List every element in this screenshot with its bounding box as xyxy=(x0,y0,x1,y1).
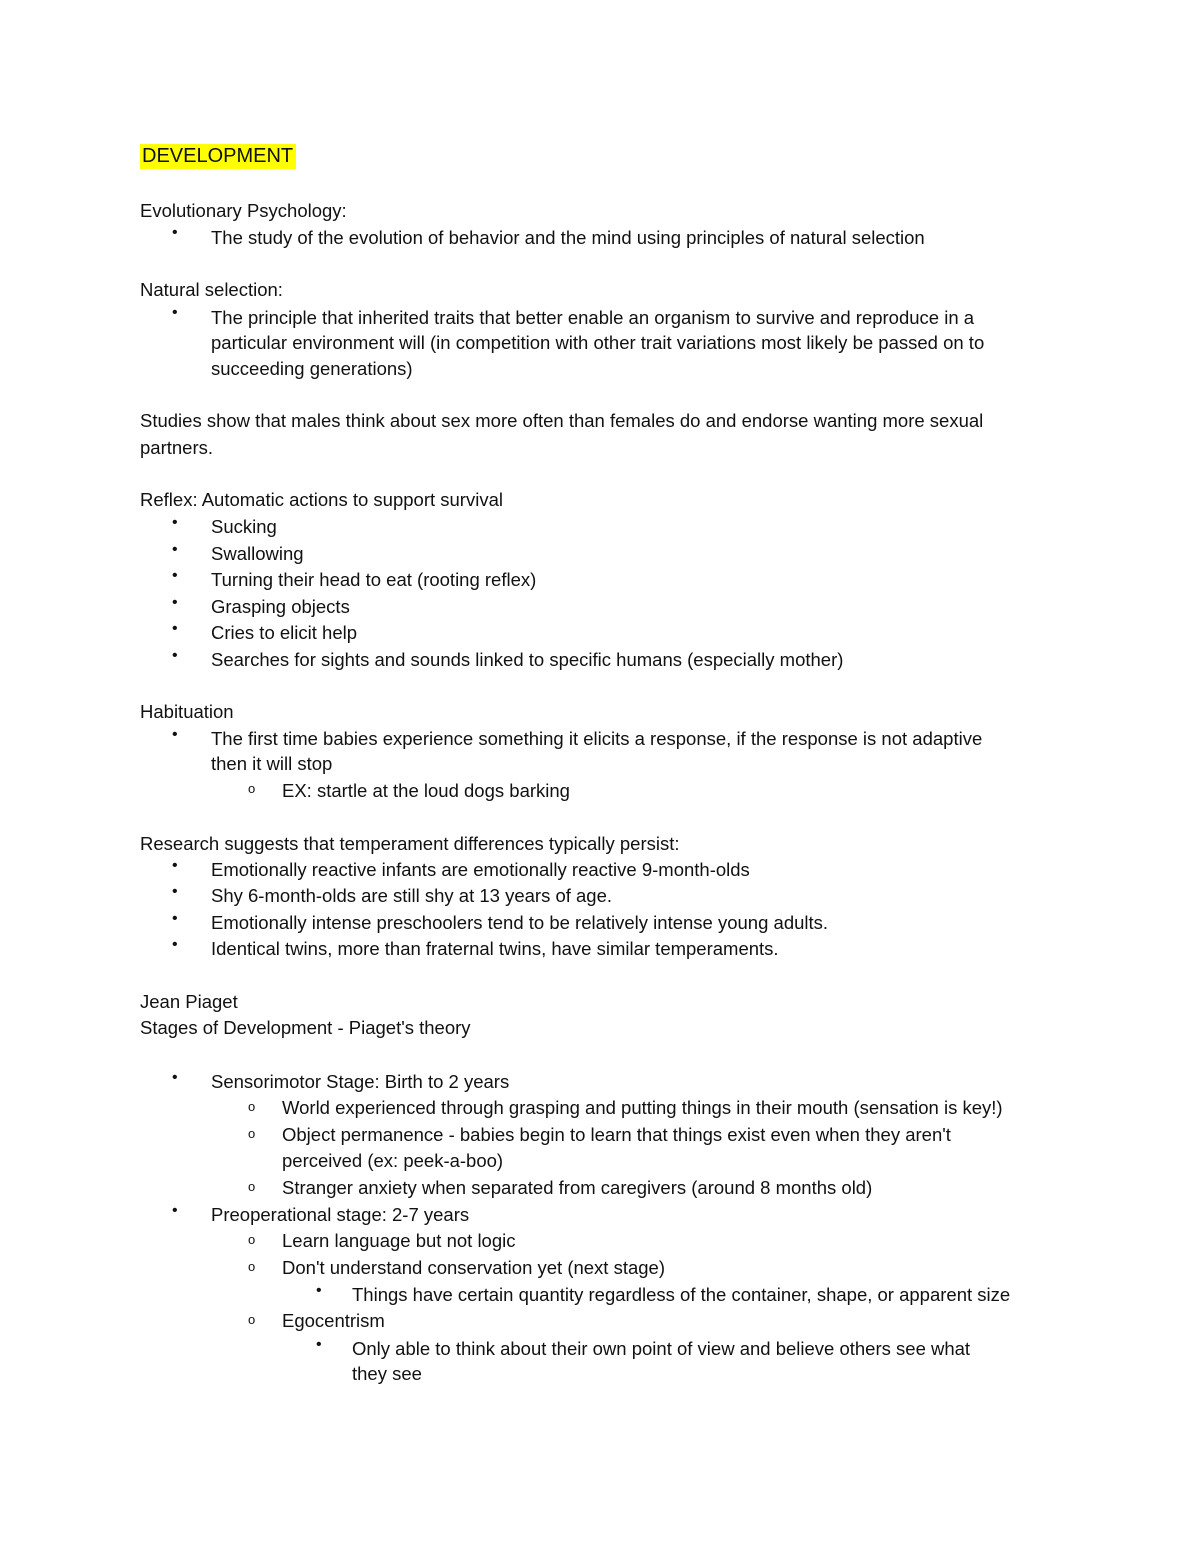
list-item: Preoperational stage: 2-7 years xyxy=(211,1204,470,1225)
habituation-heading: Habituation xyxy=(140,701,234,722)
bullet-icon: • xyxy=(172,514,178,531)
sub-list-item: Object permanence - babies begin to learn that things exist even when they aren't xyxy=(282,1124,951,1145)
circle-bullet-icon: o xyxy=(248,1126,256,1141)
bullet-icon: • xyxy=(172,726,178,743)
list-item: Sensorimotor Stage: Birth to 2 years xyxy=(211,1071,510,1092)
list-item: The principle that inherited traits that better enable an organism to survive and reproduce in a xyxy=(211,307,975,328)
list-item: Emotionally intense preschoolers tend to be relatively intense young adults. xyxy=(211,912,829,933)
list-item-continuation: particular environment will (in competition with other trait variations most likely be passed on to xyxy=(211,332,985,353)
sub-list-item: Learn language but not logic xyxy=(282,1230,516,1251)
sub-list-item-continuation: perceived (ex: peek-a-boo) xyxy=(282,1150,504,1171)
temperament-heading: Research suggests that temperament differences typically persist: xyxy=(140,833,680,854)
list-item: The study of the evolution of behavior and the mind using principles of natural selection xyxy=(211,227,925,248)
bullet-icon: • xyxy=(316,1336,322,1353)
list-item: Turning their head to eat (rooting reflex) xyxy=(211,569,537,590)
piaget-heading: Jean Piaget xyxy=(140,991,238,1012)
sub-sub-list-item: Only able to think about their own point of view and believe others see what xyxy=(352,1338,971,1359)
list-item: Searches for sights and sounds linked to specific humans (especially mother) xyxy=(211,649,844,670)
list-item: Identical twins, more than fraternal twins, have similar temperaments. xyxy=(211,938,779,959)
paragraph-line: Studies show that males think about sex more often than females do and endorse wanting more sexual xyxy=(140,410,984,431)
sub-sub-list-item-continuation: they see xyxy=(352,1363,422,1384)
bullet-icon: • xyxy=(172,857,178,874)
evo-psych-heading: Evolutionary Psychology: xyxy=(140,200,347,221)
circle-bullet-icon: o xyxy=(248,1179,256,1194)
bullet-icon: • xyxy=(172,1202,178,1219)
sub-list-item: Egocentrism xyxy=(282,1310,385,1331)
title-highlight: DEVELOPMENT xyxy=(140,144,296,169)
bullet-icon: • xyxy=(172,620,178,637)
list-item: Cries to elicit help xyxy=(211,622,358,643)
stages-heading: Stages of Development - Piaget's theory xyxy=(140,1017,471,1038)
bullet-icon: • xyxy=(172,224,178,241)
reflex-heading: Reflex: Automatic actions to support survival xyxy=(140,489,503,510)
circle-bullet-icon: o xyxy=(248,781,256,796)
circle-bullet-icon: o xyxy=(248,1099,256,1114)
list-item: Shy 6-month-olds are still shy at 13 years of age. xyxy=(211,885,613,906)
document-title xyxy=(140,144,296,168)
sub-sub-list-item: Things have certain quantity regardless of the container, shape, or apparent size xyxy=(352,1284,1011,1305)
bullet-icon: • xyxy=(172,594,178,611)
sub-list-item: Don't understand conservation yet (next stage) xyxy=(282,1257,665,1278)
list-item: Swallowing xyxy=(211,543,304,564)
bullet-icon: • xyxy=(316,1282,322,1299)
natural-selection-heading: Natural selection: xyxy=(140,279,283,300)
bullet-icon: • xyxy=(172,567,178,584)
bullet-icon: • xyxy=(172,883,178,900)
list-item-continuation: succeeding generations) xyxy=(211,358,413,379)
bullet-icon: • xyxy=(172,1069,178,1086)
list-item: Grasping objects xyxy=(211,596,350,617)
circle-bullet-icon: o xyxy=(248,1312,256,1327)
bullet-icon: • xyxy=(172,936,178,953)
paragraph-line: partners. xyxy=(140,437,214,458)
bullet-icon: • xyxy=(172,910,178,927)
sub-list-item: World experienced through grasping and putting things in their mouth (sensation is key!) xyxy=(282,1097,1003,1118)
bullet-icon: • xyxy=(172,541,178,558)
list-item: Emotionally reactive infants are emotionally reactive 9-month-olds xyxy=(211,859,750,880)
sub-list-item: EX: startle at the loud dogs barking xyxy=(282,780,570,801)
circle-bullet-icon: o xyxy=(248,1232,256,1247)
bullet-icon: • xyxy=(172,647,178,664)
circle-bullet-icon: o xyxy=(248,1259,256,1274)
list-item-continuation: then it will stop xyxy=(211,753,333,774)
bullet-icon: • xyxy=(172,304,178,321)
sub-list-item: Stranger anxiety when separated from caregivers (around 8 months old) xyxy=(282,1177,873,1198)
list-item: Sucking xyxy=(211,516,277,537)
list-item: The first time babies experience something it elicits a response, if the response is not adaptive xyxy=(211,728,983,749)
